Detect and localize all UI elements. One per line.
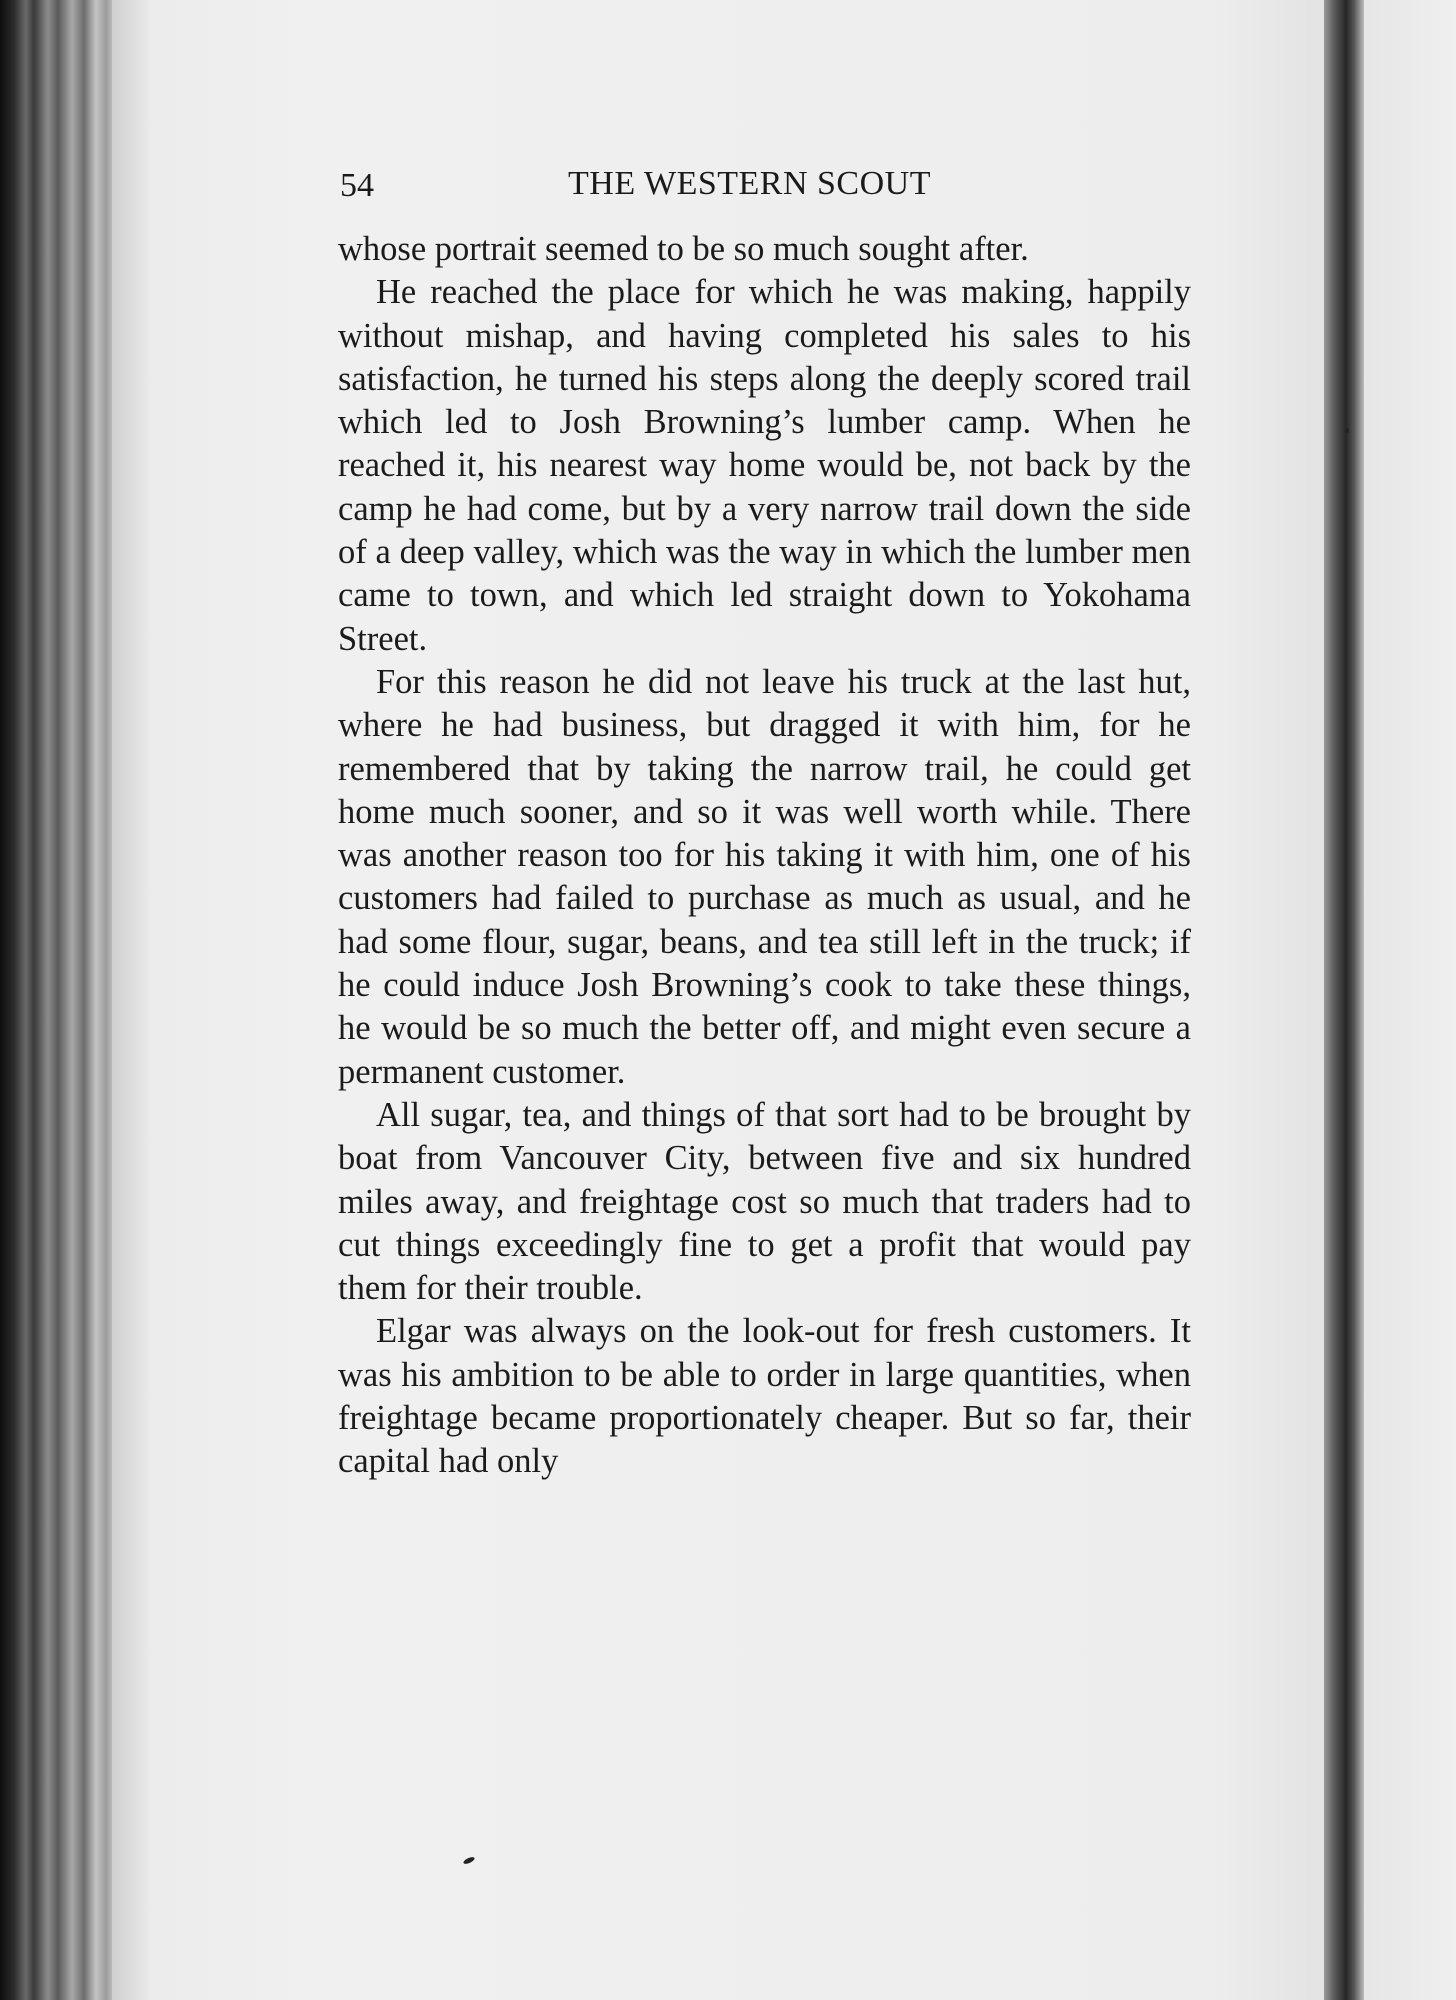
page-header [338,165,1188,209]
body-text [338,228,1191,1484]
page-number: 54 [340,167,374,204]
ink-speck [1345,428,1349,433]
paragraph: whose portrait seemed to be so much sought after. [338,230,1029,268]
running-title: THE WESTERN SCOUT [568,165,931,202]
paragraph: For this reason he did not leave his truck at the last hut, where he had business, but dragged it with him, for he remembered that by taking the narrow trail, he could get home much sooner, and so it was well worth while. There was another reason too for his taking it with him, one of his customers had failed to purchase as much as usual, and he had some flour, sugar, beans, and tea still left in the truck; if he could induce Josh Browning’s cook to take these things, he would be so much the better off, and might even secure a permanent customer. [338,662,1191,1091]
book-left-edge [0,0,118,2000]
paragraph: All sugar, tea, and things of that sort had to be brought by boat from Vancouver City, between five and six hundred miles away, and freightage cost so much that traders had to cut things exceedingly fine to get a profit that would pay them for their trouble. [338,1095,1191,1308]
facing-page-margin [1364,0,1456,2000]
paragraph: He reached the place for which he was making, happily without mishap, and having completed his sales to his satisfaction, he turned his steps along the deeply scored trail which led to Josh Browning’s lumber camp. When he reached it, his nearest way home would be, not back by the camp he had come, but by a very narrow trail down the side of a deep valley, which was the way in which the lumber men came to town, and which led straight down to Yokohama Street. [338,273,1191,658]
book-binding-edge [1324,0,1364,2000]
paragraph: Elgar was always on the look-out for fresh customers. It was his ambition to be able to order in large quantities, when freightage became proportionately cheaper. But so far, their capital had only [338,1312,1191,1481]
